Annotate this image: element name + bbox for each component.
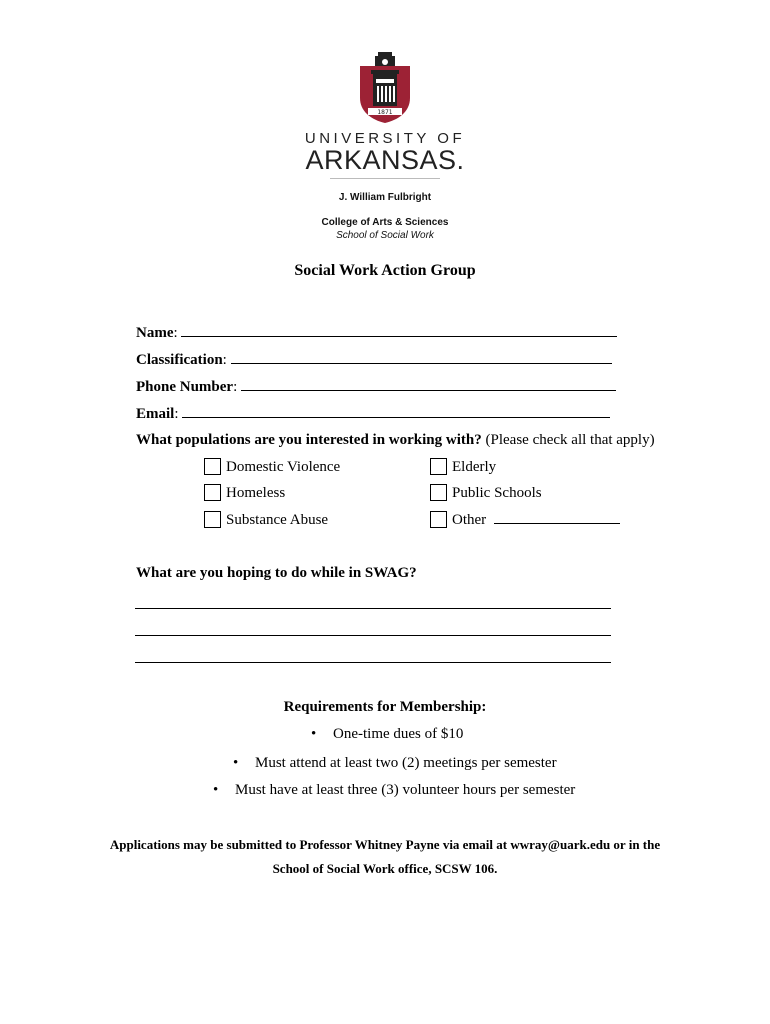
elderly-checkbox[interactable] (430, 458, 447, 475)
email-label: Email (136, 406, 175, 422)
requirement-item (233, 755, 557, 772)
substance-abuse-label: Substance Abuse (226, 512, 329, 528)
requirements-title: Requirements for Membership: (283, 699, 487, 715)
college-name-line1: J. William Fulbright (338, 192, 432, 203)
classification-field[interactable] (231, 351, 612, 364)
other-label: Other (452, 512, 487, 528)
submission-line-1: Applications may be submitted to Professor Whitney Payne via email at wwray@uark.edu or in the (109, 837, 661, 852)
old-main-crest-icon (358, 52, 412, 124)
option-substance-abuse (204, 511, 328, 529)
swag-question: What are you hoping to do while in SWAG? (136, 565, 417, 581)
name-label: Name (136, 325, 174, 341)
crest-year: 1871 (377, 109, 393, 116)
bullet-icon: • (213, 782, 219, 798)
phone-field-row: Phone Number: (136, 378, 616, 396)
email-field[interactable] (182, 405, 610, 418)
domestic-violence-checkbox[interactable] (204, 458, 221, 475)
phone-field[interactable] (241, 378, 616, 391)
public-schools-checkbox[interactable] (430, 484, 447, 501)
swag-answer-line-3[interactable] (135, 662, 611, 663)
form-title: Social Work Action Group (294, 262, 476, 279)
bullet-icon: • (311, 726, 317, 742)
college-name-line2: College of Arts & Sciences (321, 217, 449, 228)
other-field[interactable] (494, 511, 620, 524)
option-homeless (204, 484, 285, 502)
homeless-label: Homeless (226, 485, 286, 501)
domestic-violence-label: Domestic Violence (226, 459, 341, 475)
requirement-text: Must attend at least two (2) meetings per semester (255, 755, 557, 771)
populations-question: What populations are you interested in working with? (136, 432, 482, 448)
bullet-icon: • (233, 755, 239, 771)
option-domestic-violence (204, 458, 340, 476)
submission-line-2: School of Social Work office, SCSW 106. (272, 861, 498, 876)
classification-label: Classification (136, 352, 223, 368)
substance-abuse-checkbox[interactable] (204, 511, 221, 528)
swag-answer-line-1[interactable] (135, 608, 611, 609)
requirement-item (311, 726, 463, 743)
elderly-label: Elderly (452, 459, 497, 475)
university-name-line2: ARKANSAS. (305, 145, 465, 175)
university-name-line1: UNIVERSITY OF (304, 130, 466, 147)
requirement-text: One-time dues of $10 (333, 726, 464, 742)
logo-divider (330, 178, 440, 179)
homeless-checkbox[interactable] (204, 484, 221, 501)
requirement-item (213, 782, 575, 799)
email-field-row: Email: (136, 405, 610, 423)
requirement-text: Must have at least three (3) volunteer hours per semester (235, 782, 576, 798)
phone-label: Phone Number (136, 379, 234, 395)
populations-question-row (136, 432, 655, 449)
classification-field-row: Classification: (136, 351, 612, 369)
university-logo (0, 52, 770, 242)
option-other (430, 511, 620, 529)
submission-instructions (0, 833, 770, 881)
school-name: School of Social Work (336, 230, 434, 241)
name-field[interactable] (181, 324, 617, 337)
name-field-row: Name: (136, 324, 617, 342)
other-checkbox[interactable] (430, 511, 447, 528)
option-public-schools (430, 484, 542, 502)
option-elderly (430, 458, 496, 476)
public-schools-label: Public Schools (452, 485, 542, 501)
populations-question-note: (Please check all that apply) (485, 432, 655, 448)
swag-answer-line-2[interactable] (135, 635, 611, 636)
